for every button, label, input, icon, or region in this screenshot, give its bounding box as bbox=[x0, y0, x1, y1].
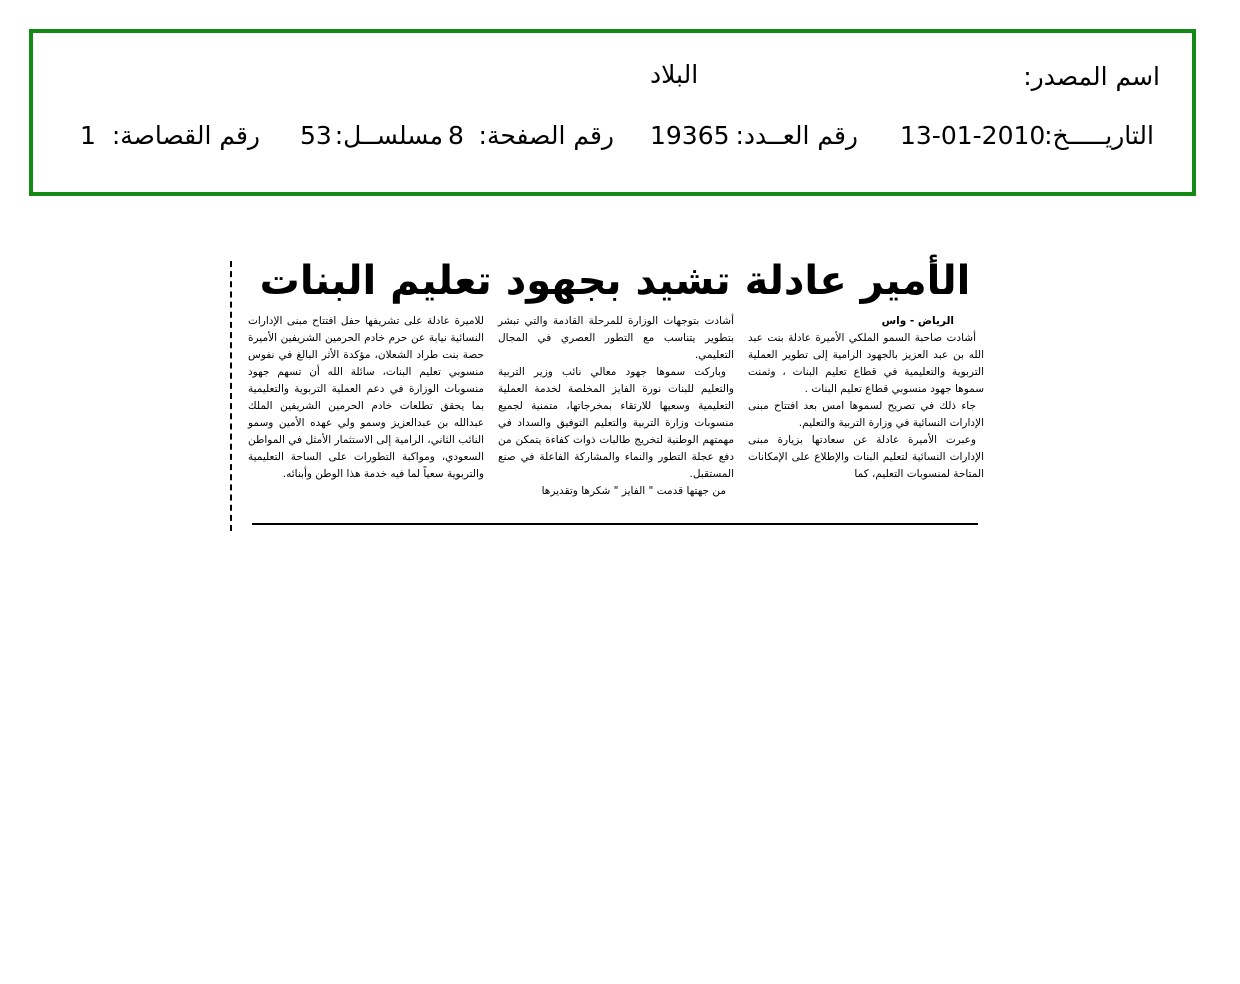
article-column-1 bbox=[748, 313, 984, 483]
source-value: البلاد bbox=[650, 60, 699, 89]
article-paragraph: وعبرت الأميرة عادلة عن سعادتها بزيارة مبنى الإدارات النسائية لتعليم البنات والإطلاع على الإمكانات المتاحة لمنسوبات التعليم، كما bbox=[748, 434, 984, 480]
article-paragraph: من جهتها قدمت " الفايز " شكرها وتقديرها bbox=[541, 485, 726, 497]
article-paragraph: أشادت صاحبة السمو الملكي الأميرة عادلة بنت عبد الله بن عبد العزيز بالجهود الرامية إلى تطوير العملية التربوية والتعليمية في قطاع تعليم البنات ، وثمنت سموها جهود منسوبي قطاع تعليم البنات . bbox=[748, 332, 984, 395]
clip-number-value: 1 bbox=[80, 121, 96, 150]
article-column-3 bbox=[248, 313, 484, 483]
article-bottom-rule bbox=[252, 523, 978, 525]
serial-value: 53 bbox=[300, 121, 332, 150]
article-dateline: الرياض - واس bbox=[881, 315, 954, 327]
newspaper-clipping bbox=[230, 255, 988, 533]
clipping-metadata-box bbox=[29, 29, 1196, 196]
clipping-dashed-border bbox=[230, 261, 232, 531]
article-paragraph: جاء ذلك في تصريح لسموها امس بعد افتتاح مبنى الإدارات النسائية في وزارة التربية والتعليم. bbox=[748, 400, 984, 429]
article-paragraph: للاميرة عادلة على تشريفها حفل افتتاح مبنى الإدارات النسائية نيابة عن حرم خادم الحرمين الشريفين الأميرة حصة بنت طراد الشعلان، مؤكدة الأثر البالغ في نفوس منسوبي تعليم البنات، سائلة الله أن تسهم جهود منسوبات الوزارة في دعم العملية التربوية والتعليمية بما يحقق تطلعات خادم الحرمين الشريفين الملك عبدالله بن عبدالعزيز وسمو ولي عهده الأمين وسمو النائب الثاني، الرامية إلى الاستثمار الأمثل في المواطن السعودي، ومواكبة التطورات على الساحة التعليمية والتربوية سعياً لما فيه خدمة هذا الوطن وأبنائه. bbox=[248, 315, 484, 480]
clip-number-label: رقم القصاصة: bbox=[111, 121, 260, 150]
issue-label: رقم العــدد: bbox=[735, 121, 858, 150]
serial-label: مسلســل: bbox=[334, 121, 443, 150]
article-paragraph: أشادت بتوجهات الوزارة للمرحلة القادمة والتي تبشر بتطوير يتناسب مع التطور العصري في المجال التعليمي. bbox=[498, 315, 734, 361]
date-value: 13-01-2010 bbox=[900, 121, 1046, 150]
page-value: 8 bbox=[448, 121, 464, 150]
date-label: التاريـــــخ: bbox=[1044, 121, 1154, 150]
issue-value: 19365 bbox=[650, 121, 730, 150]
article-paragraph: وباركت سموها جهود معالي نائب وزير التربية والتعليم للبنات نورة الفايز المخلصة لخدمة العملية التعليمية وسعيها للارتقاء بمخرجاتها، متمنية لجميع منسوبات وزارة التربية والتعليم التوفيق والسداد في مهمتهم الوطنية لتخريج طالبات ذوات كفاءة يتمكن من دفع عجلة التطور والنماء والمشاركة الفاعلة في صنع المستقبل. bbox=[498, 366, 734, 480]
article-column-2 bbox=[498, 313, 734, 500]
source-label: اسم المصدر: bbox=[1023, 62, 1160, 91]
article-headline: الأمير عادلة تشيد بجهود تعليم البنات bbox=[259, 258, 971, 304]
page-label: رقم الصفحة: bbox=[478, 121, 614, 150]
